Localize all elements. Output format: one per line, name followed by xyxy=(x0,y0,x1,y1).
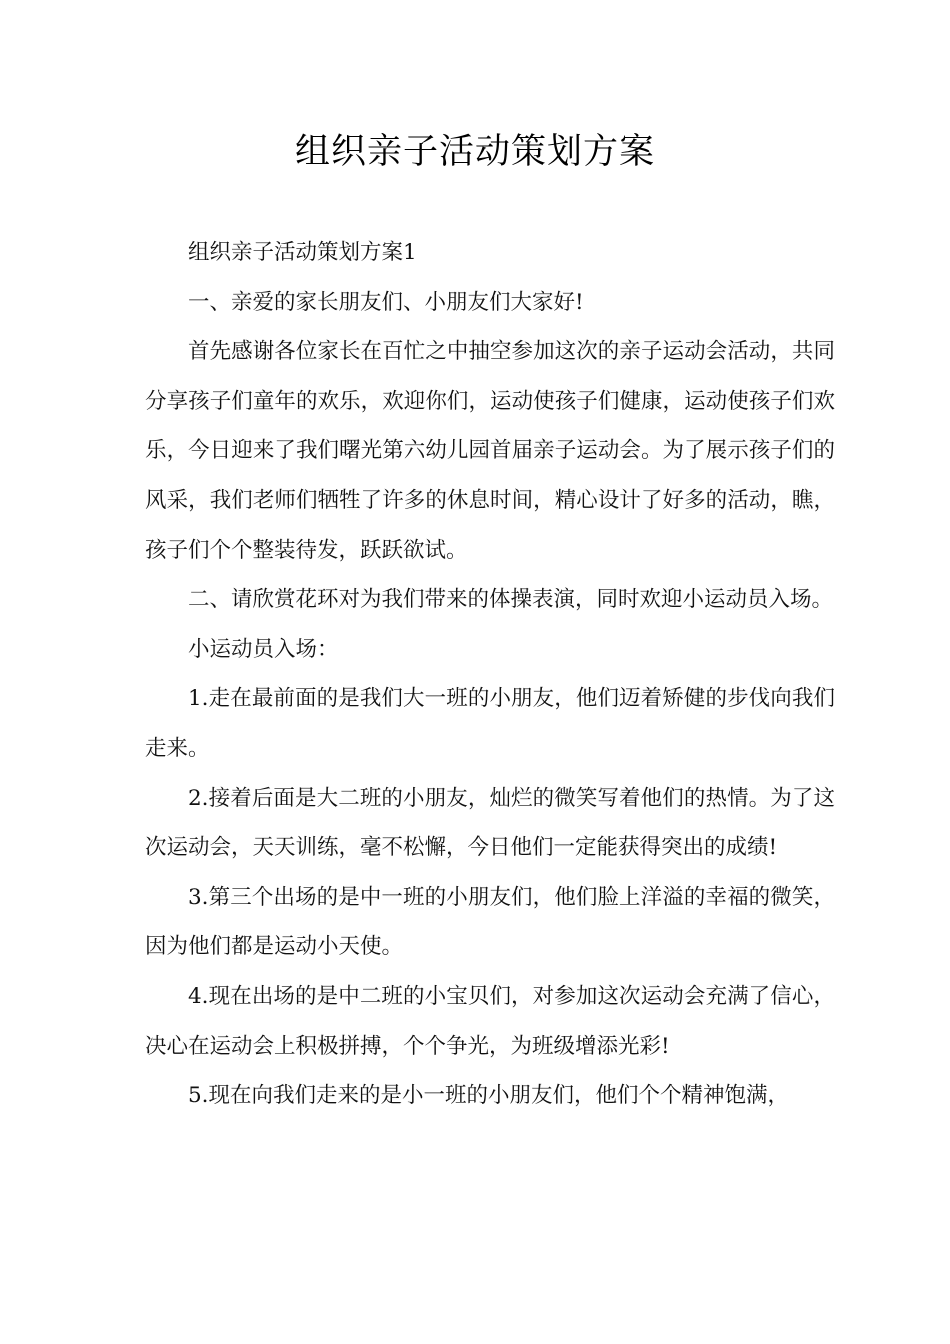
paragraph-item-5: 5.现在向我们走来的是小一班的小朋友们，他们个个精神饱满， xyxy=(188,1083,790,1109)
paragraph-item-4: 4.现在出场的是中二班的小宝贝们，对参加这次运动会充满了信心，决心在运动会上积极拼搏，个个争光，为班级增添光彩! xyxy=(145,983,835,1059)
paragraph-section-heading: 组织亲子活动策划方案1 xyxy=(188,240,417,265)
paragraph-item-1: 1.走在最前面的是我们大一班的小朋友，他们迈着矫健的步伐向我们走来。 xyxy=(145,686,835,761)
paragraph-item-2: 2.接着后面是大二班的小朋友，灿烂的微笑写着他们的热情。为了这次运动会，天天训练，毫不松懈，今日他们一定能获得突出的成绩! xyxy=(145,785,835,861)
document-body xyxy=(145,228,835,1121)
document-title: 组织亲子活动策划方案 xyxy=(294,132,655,172)
paragraph-entrance-heading: 小运动员入场： xyxy=(188,636,339,662)
paragraph-performance: 二、请欣赏花环对为我们带来的体操表演，同时欢迎小运动员入场。 xyxy=(188,587,834,613)
paragraph-item-3: 3.第三个出场的是中一班的小朋友们，他们脸上洋溢的幸福的微笑，因为他们都是运动小天使。 xyxy=(145,884,835,960)
paragraph-greeting: 一、亲爱的家长朋友们、小朋友们大家好! xyxy=(188,289,584,315)
paragraph-welcome: 首先感谢各位家长在百忙之中抽空参加这次的亲子运动会活动，共同分享孩子们童年的欢乐，欢迎你们，运动使孩子们健康，运动使孩子们欢乐，今日迎来了我们曙光第六幼儿园首届亲子运动会。为了展示孩子们的风采，我们老师们牺牲了许多的休息时间，精心设计了好多的活动，瞧，孩子们个个整装待发，跃跃欲试。 xyxy=(145,339,835,563)
